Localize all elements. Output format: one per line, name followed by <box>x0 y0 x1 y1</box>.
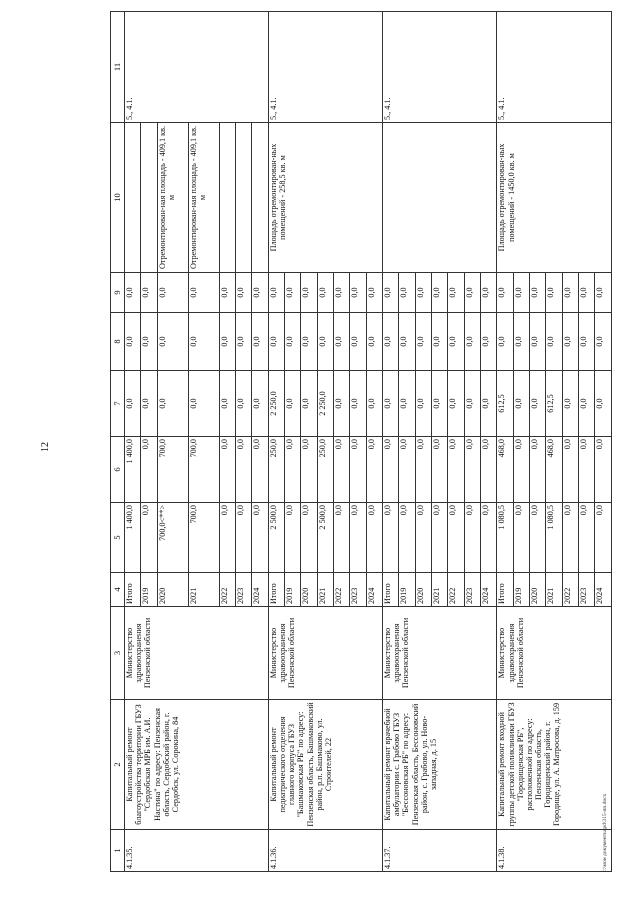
value-cell: 700,0 <box>188 437 219 503</box>
page-number: 12 <box>40 442 51 452</box>
value-cell: 0,0 <box>285 313 301 371</box>
value-cell: 0,0 <box>448 371 464 437</box>
year-cell: 2021 <box>546 573 562 607</box>
value-cell: 0,0 <box>562 273 578 313</box>
header-cell: 9 <box>111 273 125 313</box>
value-cell: 0,0 <box>432 273 448 313</box>
value-cell: 0,0 <box>513 313 529 371</box>
value-cell: 0,0 <box>383 437 399 503</box>
footer-path: c:\мои документы\pd\315-пп.docx <box>602 793 608 872</box>
value-cell: 0,0 <box>481 371 497 437</box>
value-cell: 0,0 <box>157 371 188 437</box>
value-cell: 0,0 <box>252 371 268 437</box>
value-cell: 0,0 <box>268 273 284 313</box>
indicator-cell <box>236 123 252 273</box>
value-cell: 0,0 <box>334 313 350 371</box>
year-cell: 2023 <box>464 573 480 607</box>
table-row <box>125 12 141 872</box>
value-cell: 0,0 <box>464 503 480 573</box>
value-cell: 468,0 <box>497 437 513 503</box>
value-cell: 0,0 <box>432 503 448 573</box>
value-cell: 0,0 <box>513 371 529 437</box>
year-cell: 2022 <box>448 573 464 607</box>
program-table <box>110 11 612 872</box>
value-cell: 0,0 <box>432 437 448 503</box>
value-cell: 0,0 <box>530 503 546 573</box>
rotated-table-container <box>110 12 612 872</box>
year-cell: 2019 <box>285 573 301 607</box>
year-cell: 2022 <box>219 573 235 607</box>
year-cell: Итого <box>497 573 513 607</box>
header-cell: 5 <box>111 503 125 573</box>
indicator-cell <box>141 123 157 273</box>
result-cell: 5., 4.1. <box>268 12 382 123</box>
value-cell: 0,0 <box>530 437 546 503</box>
value-cell: 0,0 <box>415 273 431 313</box>
year-cell: 2019 <box>513 573 529 607</box>
year-cell: 2023 <box>579 573 595 607</box>
value-cell: 0,0 <box>415 313 431 371</box>
value-cell: 0,0 <box>562 313 578 371</box>
value-cell: 0,0 <box>141 437 157 503</box>
value-cell: 0,0 <box>236 371 252 437</box>
value-cell: 0,0 <box>301 371 317 437</box>
value-cell: 0,0 <box>464 313 480 371</box>
year-cell: 2021 <box>317 573 333 607</box>
year-cell: 2020 <box>157 573 188 607</box>
value-cell: 0,0 <box>481 313 497 371</box>
value-cell: 0,0 <box>415 437 431 503</box>
value-cell: 1 400,0 <box>125 503 141 573</box>
value-cell: 0,0 <box>317 313 333 371</box>
result-cell: 5., 4.1. <box>497 12 612 123</box>
value-cell: 0,0 <box>513 503 529 573</box>
value-cell: 0,0 <box>415 503 431 573</box>
indicator-cell <box>252 123 268 273</box>
value-cell: 0,0 <box>562 437 578 503</box>
value-cell: 2 500,0 <box>317 503 333 573</box>
year-cell: 2020 <box>530 573 546 607</box>
year-cell: Итого <box>125 573 141 607</box>
header-cell: 1 <box>111 830 125 872</box>
header-cell: 6 <box>111 437 125 503</box>
value-cell: 0,0 <box>285 371 301 437</box>
value-cell: 2 500,0 <box>268 503 284 573</box>
executor: Министерство здравоохранения Пензенской области <box>125 607 269 700</box>
value-cell: 0,0 <box>301 437 317 503</box>
year-cell: 2021 <box>432 573 448 607</box>
result-cell: 5., 4.1. <box>125 12 269 123</box>
value-cell: 0,0 <box>579 503 595 573</box>
value-cell: 700,0 <box>157 437 188 503</box>
value-cell: 612,5 <box>546 371 562 437</box>
row-number: 4.1.36. <box>268 830 382 872</box>
value-cell: 0,0 <box>383 273 399 313</box>
value-cell: 0,0 <box>579 273 595 313</box>
year-cell: 2024 <box>366 573 382 607</box>
value-cell: 0,0 <box>301 313 317 371</box>
executor: Министерство здравоохранения Пензенской области <box>497 607 612 700</box>
value-cell: 0,0 <box>546 273 562 313</box>
header-cell: 3 <box>111 607 125 700</box>
value-cell: 0,0 <box>432 371 448 437</box>
header-cell: 7 <box>111 371 125 437</box>
value-cell: 0,0 <box>350 371 366 437</box>
value-cell: 0,0 <box>595 437 612 503</box>
value-cell: 0,0 <box>481 503 497 573</box>
header-cell: 10 <box>111 123 125 273</box>
indicator-cell: Площадь отремонтирован-ных помещений - 1450,0 кв. м <box>497 123 612 273</box>
project-name: Капитальный ремонт врачебной амбулатории с. Грабово ГБУЗ "Бессоновская РБ" по адресу: Пензенская область, Бессоновский район, с. Грабово, ул. Ново-западная, д. 15 <box>383 700 497 830</box>
indicator-cell <box>125 123 141 273</box>
value-cell: 0,0 <box>513 437 529 503</box>
value-cell: 0,0 <box>579 437 595 503</box>
indicator-cell: Площадь отремонтирован-ных помещений - 258,5 кв. м <box>268 123 382 273</box>
indicator-cell <box>383 123 497 273</box>
table-row <box>383 12 399 872</box>
result-cell: 5., 4.1. <box>383 12 497 123</box>
header-cell: 11 <box>111 12 125 123</box>
value-cell: 0,0 <box>448 503 464 573</box>
year-cell: 2024 <box>481 573 497 607</box>
value-cell: 0,0 <box>399 503 415 573</box>
value-cell: 250,0 <box>268 437 284 503</box>
year-cell: Итого <box>268 573 284 607</box>
value-cell: 0,0 <box>513 273 529 313</box>
indicator-cell <box>219 123 235 273</box>
header-cell: 4 <box>111 573 125 607</box>
table-row <box>268 12 284 872</box>
value-cell: 0,0 <box>464 273 480 313</box>
value-cell: 0,0 <box>157 273 188 313</box>
value-cell: 0,0 <box>125 371 141 437</box>
value-cell: 0,0 <box>399 371 415 437</box>
year-cell: 2019 <box>141 573 157 607</box>
value-cell: 0,0 <box>125 313 141 371</box>
value-cell: 0,0 <box>497 273 513 313</box>
value-cell: 0,0 <box>546 313 562 371</box>
value-cell: 0,0 <box>141 273 157 313</box>
project-name: Капитальный ремонт входной группы детской поликлиники ГБУЗ "Городищенская РБ", расположенной по адресу: Пензенская область, Городищенский район, г. Городище, ул. А. Матросова, д. 159 <box>497 700 612 830</box>
value-cell: 0,0 <box>141 313 157 371</box>
year-cell: 2019 <box>399 573 415 607</box>
value-cell: 700,0<**> <box>157 503 188 573</box>
year-cell: 2023 <box>236 573 252 607</box>
value-cell: 0,0 <box>219 273 235 313</box>
value-cell: 0,0 <box>497 313 513 371</box>
value-cell: 2 250,0 <box>317 371 333 437</box>
value-cell: 0,0 <box>125 273 141 313</box>
value-cell: 0,0 <box>350 503 366 573</box>
table-row <box>497 12 513 872</box>
value-cell: 0,0 <box>350 273 366 313</box>
row-number: 4.1.37. <box>383 830 497 872</box>
value-cell: 0,0 <box>301 503 317 573</box>
value-cell: 0,0 <box>399 273 415 313</box>
year-cell: 2024 <box>252 573 268 607</box>
value-cell: 0,0 <box>334 437 350 503</box>
value-cell: 0,0 <box>350 437 366 503</box>
value-cell: 0,0 <box>236 503 252 573</box>
year-cell: 2021 <box>188 573 219 607</box>
value-cell: 2 250,0 <box>268 371 284 437</box>
value-cell: 0,0 <box>464 371 480 437</box>
value-cell: 0,0 <box>285 273 301 313</box>
year-cell: 2022 <box>562 573 578 607</box>
value-cell: 0,0 <box>579 371 595 437</box>
value-cell: 250,0 <box>317 437 333 503</box>
value-cell: 0,0 <box>432 313 448 371</box>
project-name: Капитальный ремонт педиатрического отделения главного корпуса ГБУЗ "Башмаковская РБ" по адресу: Пензенская область, Башмаковский район, р.п. Башмаково, ул. Строителей, 22 <box>268 700 382 830</box>
value-cell: 0,0 <box>464 437 480 503</box>
value-cell: 0,0 <box>383 503 399 573</box>
value-cell: 0,0 <box>285 503 301 573</box>
value-cell: 0,0 <box>188 313 219 371</box>
value-cell: 0,0 <box>481 437 497 503</box>
year-cell: 2023 <box>350 573 366 607</box>
value-cell: 0,0 <box>366 371 382 437</box>
value-cell: 0,0 <box>334 503 350 573</box>
value-cell: 0,0 <box>366 437 382 503</box>
header-cell: 8 <box>111 313 125 371</box>
value-cell: 0,0 <box>219 503 235 573</box>
year-cell: Итого <box>383 573 399 607</box>
value-cell: 0,0 <box>236 273 252 313</box>
value-cell: 0,0 <box>415 371 431 437</box>
value-cell: 0,0 <box>219 313 235 371</box>
value-cell: 0,0 <box>383 371 399 437</box>
indicator-cell: Отремонтирован-ная площадь - 409,1 кв. м <box>157 123 188 273</box>
value-cell: 0,0 <box>268 313 284 371</box>
value-cell: 0,0 <box>595 273 612 313</box>
value-cell: 0,0 <box>252 503 268 573</box>
value-cell: 0,0 <box>530 313 546 371</box>
value-cell: 0,0 <box>481 273 497 313</box>
table-body <box>125 12 612 872</box>
value-cell: 0,0 <box>366 313 382 371</box>
value-cell: 0,0 <box>285 437 301 503</box>
value-cell: 0,0 <box>448 273 464 313</box>
header-cell: 2 <box>111 700 125 830</box>
year-cell: 2020 <box>301 573 317 607</box>
value-cell: 1 080,5 <box>546 503 562 573</box>
year-cell: 2024 <box>595 573 612 607</box>
value-cell: 1 400,0 <box>125 437 141 503</box>
value-cell: 700,0 <box>188 503 219 573</box>
value-cell: 0,0 <box>350 313 366 371</box>
value-cell: 0,0 <box>219 371 235 437</box>
value-cell: 0,0 <box>236 437 252 503</box>
value-cell: 0,0 <box>334 371 350 437</box>
value-cell: 0,0 <box>530 371 546 437</box>
value-cell: 0,0 <box>252 313 268 371</box>
value-cell: 0,0 <box>448 313 464 371</box>
value-cell: 0,0 <box>366 503 382 573</box>
value-cell: 0,0 <box>219 437 235 503</box>
value-cell: 0,0 <box>236 313 252 371</box>
value-cell: 0,0 <box>595 503 612 573</box>
value-cell: 0,0 <box>317 273 333 313</box>
header-row <box>111 12 125 872</box>
value-cell: 0,0 <box>252 273 268 313</box>
value-cell: 0,0 <box>141 371 157 437</box>
value-cell: 0,0 <box>141 503 157 573</box>
project-name: Капитальный ремонт благоустройства территории ГБУЗ "Сердобская МРБ им. А.И. Настина" по адресу: Пензенская область, Сердобский район, г. Сердобск, ул. Сорокина, 84 <box>125 700 269 830</box>
year-cell: 2022 <box>334 573 350 607</box>
indicator-cell: Отремонтирован-ная площадь - 409,1 кв. м <box>188 123 219 273</box>
value-cell: 612,5 <box>497 371 513 437</box>
value-cell: 0,0 <box>595 313 612 371</box>
value-cell: 0,0 <box>448 437 464 503</box>
value-cell: 0,0 <box>562 503 578 573</box>
value-cell: 0,0 <box>562 371 578 437</box>
value-cell: 0,0 <box>188 371 219 437</box>
value-cell: 0,0 <box>366 273 382 313</box>
value-cell: 1 080,5 <box>497 503 513 573</box>
value-cell: 0,0 <box>157 313 188 371</box>
value-cell: 0,0 <box>188 273 219 313</box>
value-cell: 0,0 <box>252 437 268 503</box>
value-cell: 0,0 <box>579 313 595 371</box>
value-cell: 0,0 <box>301 273 317 313</box>
executor: Министерство здравоохранения Пензенской области <box>383 607 497 700</box>
row-number: 4.1.35. <box>125 830 269 872</box>
value-cell: 468,0 <box>546 437 562 503</box>
value-cell: 0,0 <box>530 273 546 313</box>
row-number: 4.1.38. <box>497 830 612 872</box>
executor: Министерство здравоохранения Пензенской области <box>268 607 382 700</box>
value-cell: 0,0 <box>595 371 612 437</box>
value-cell: 0,0 <box>399 437 415 503</box>
value-cell: 0,0 <box>334 273 350 313</box>
value-cell: 0,0 <box>383 313 399 371</box>
year-cell: 2020 <box>415 573 431 607</box>
value-cell: 0,0 <box>399 313 415 371</box>
